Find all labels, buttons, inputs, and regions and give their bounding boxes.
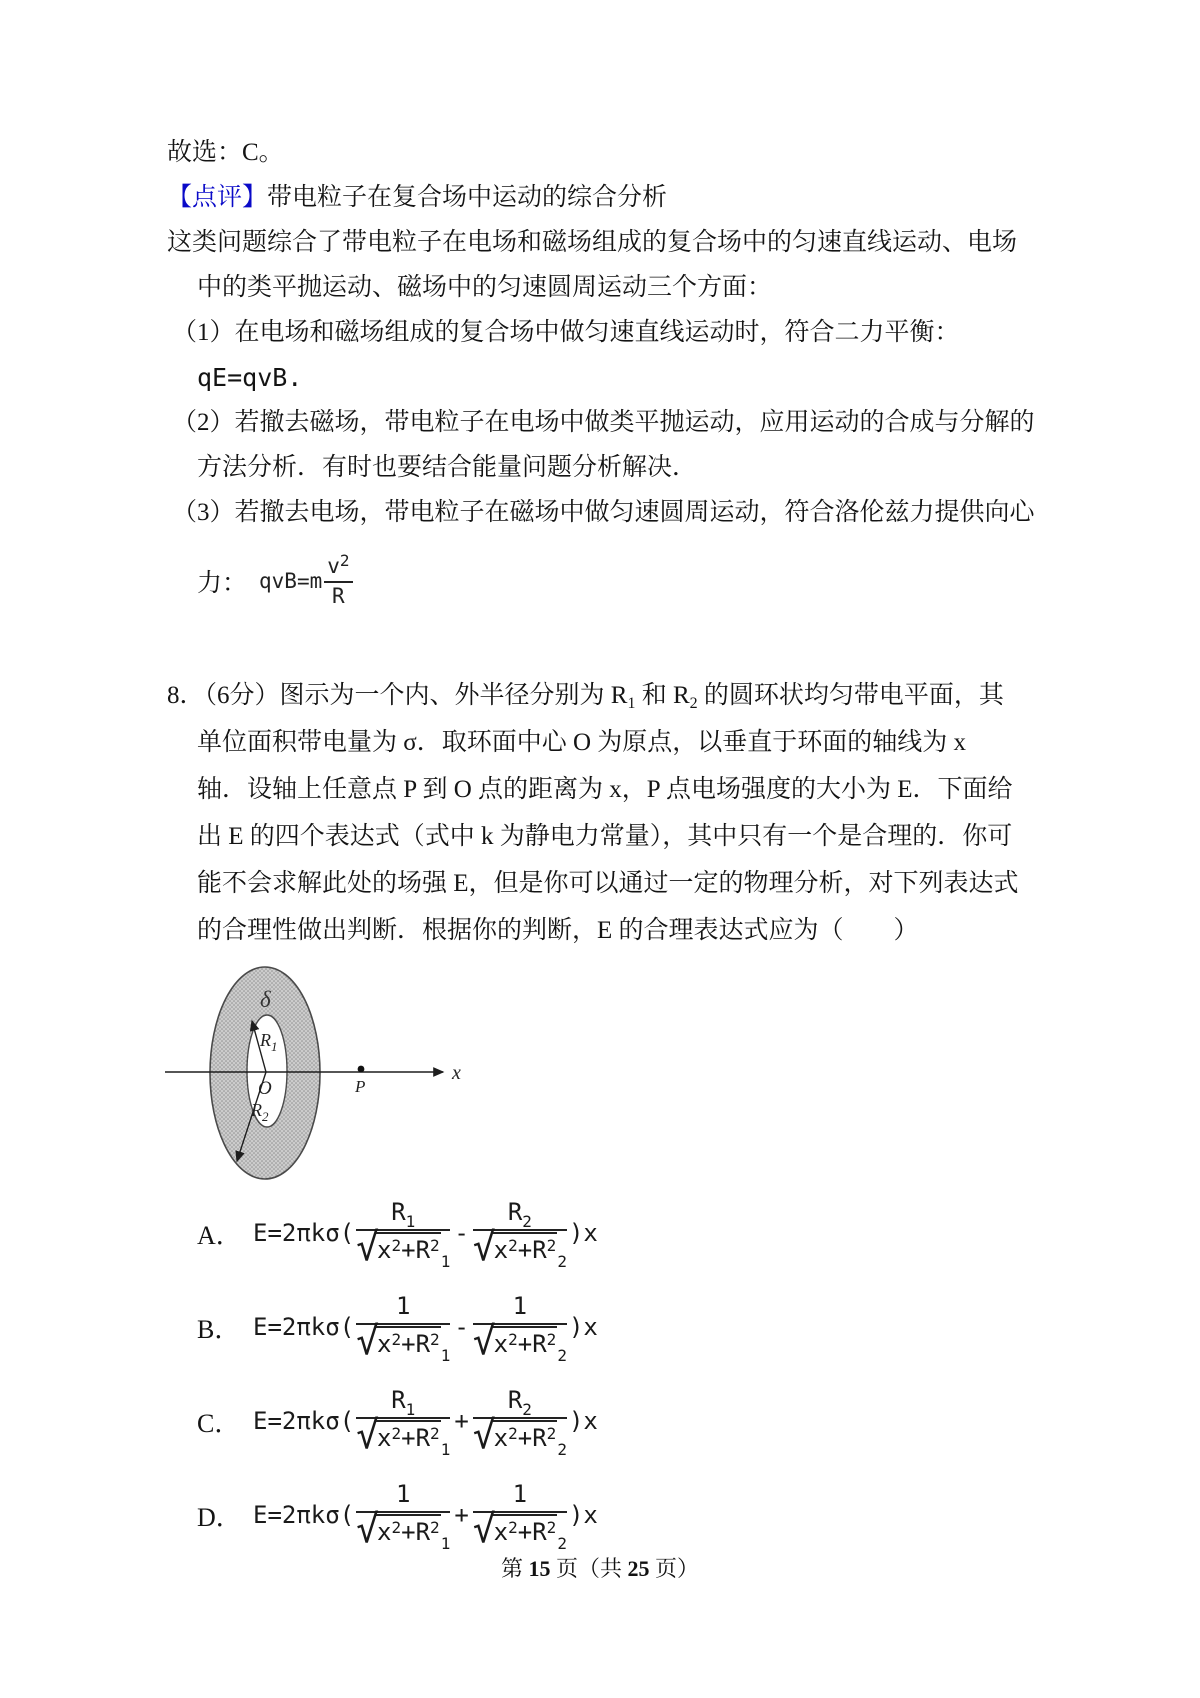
numerator-v: v xyxy=(327,554,340,579)
centripetal-formula xyxy=(259,551,355,608)
item-2-line-2: 方法分析．有时也要结合能量问题分析解决． xyxy=(197,454,698,481)
page-content xyxy=(167,130,1067,1568)
point-p-dot xyxy=(358,1066,365,1073)
option-b-label: B． xyxy=(197,1314,241,1344)
x-axis-label: x xyxy=(452,1062,461,1084)
fraction-v2-over-r xyxy=(324,551,352,608)
origin-label: O xyxy=(258,1078,272,1099)
item-1-line: （1）在电场和磁场组成的复合场中做匀速直线运动时，符合二力平衡： xyxy=(172,319,960,346)
q8-line-2: 单位面积带电量为 σ．取环面中心 O 为原点，以垂直于环面的轴线为 x xyxy=(197,729,967,756)
analysis-line-2: 中的类平抛运动、磁场中的匀速圆周运动三个方面： xyxy=(197,274,773,301)
force-label: 力： xyxy=(197,570,248,597)
option-b-formula: E=2πkσ( 1 √ $x^2+R^2$ 1 - 1 √ $x^2+R^2$ 2 )x xyxy=(253,1292,598,1365)
option-a-formula: E=2πkσ( $R_1$ √ $x^2+R^2$ 1 - $R_2$ √ $x^2+R^2$ 2 )x xyxy=(253,1198,598,1271)
option-c-formula: E=2πkσ( $R_1$ √ $x^2+R^2$ 1 + $R_2$ √ $x^2+R^2$ 2 )x xyxy=(253,1386,598,1459)
answer-options xyxy=(197,1192,1067,1556)
option-d-label: D． xyxy=(197,1502,242,1532)
r1-label: $R_1$ xyxy=(260,1030,278,1054)
q8-line-3: 轴．设轴上任意点 P 到 O 点的距离为 x，P 点电场强度的大小为 E．下面给 xyxy=(197,776,1013,803)
q8-line-5: 能不会求解此处的场强 E，但是你可以通过一定的物理分析，对下列表达式 xyxy=(197,870,1019,897)
item-3-line-1: （3）若撤去电场，带电粒子在磁场中做匀速圆周运动，符合洛伦兹力提供向心 xyxy=(172,499,1035,526)
page-footer: 第 15 页（共 25 页） xyxy=(500,1556,700,1581)
q8-line-6: 的合理性做出判断．根据你的判断，E 的合理表达式应为（ ） xyxy=(197,917,919,944)
diagram-svg xyxy=(165,960,665,1192)
comment-title: 带电粒子在复合场中运动的综合分析 xyxy=(267,184,668,211)
item-1-formula: qE=qvB. xyxy=(197,363,303,392)
comment-tag: 【点评】 xyxy=(167,184,268,211)
option-d-row xyxy=(197,1474,1067,1556)
numerator-exp: 2 xyxy=(339,551,350,571)
denominator-r: R xyxy=(332,583,345,608)
point-p-label: P xyxy=(355,1077,366,1096)
centripetal-formula-row xyxy=(197,535,1067,627)
option-c-label: C． xyxy=(197,1408,241,1438)
r2-label: $R_2$ xyxy=(251,1100,269,1124)
formula-lhs: qvB=m xyxy=(259,569,323,593)
q8-line-1: 8．（6分）图示为一个内、外半径分别为 $R_1$ 和 $R_2$ 的圆环状均匀带电平面，其 xyxy=(167,682,1004,712)
charged-ring-diagram xyxy=(165,960,1065,1192)
answer-line: 故选：C。 xyxy=(167,139,284,166)
option-d-formula: E=2πkσ( 1 √ $x^2+R^2$ 1 + 1 √ $x^2+R^2$ 2 )x xyxy=(253,1480,598,1553)
option-b-row xyxy=(197,1286,1067,1368)
footer-page-number: 15 xyxy=(528,1556,551,1581)
item-2-line-1: （2）若撤去磁场，带电粒子在电场中做类平抛运动，应用运动的合成与分解的 xyxy=(172,409,1035,436)
footer-total-pages: 25 xyxy=(627,1556,650,1581)
option-a-row xyxy=(197,1192,1067,1274)
option-c-row xyxy=(197,1380,1067,1462)
analysis-line-1: 这类问题综合了带电粒子在电场和磁场组成的复合场中的匀速直线运动、电场 xyxy=(167,229,1018,256)
question-8 xyxy=(167,672,1067,954)
q8-line-4: 出 E 的四个表达式（式中 k 为静电力常量），其中只有一个是合理的．你可 xyxy=(197,823,1013,850)
option-a-label: A． xyxy=(197,1220,242,1250)
comment-line xyxy=(167,175,1067,220)
sigma-label: δ xyxy=(260,987,271,1012)
